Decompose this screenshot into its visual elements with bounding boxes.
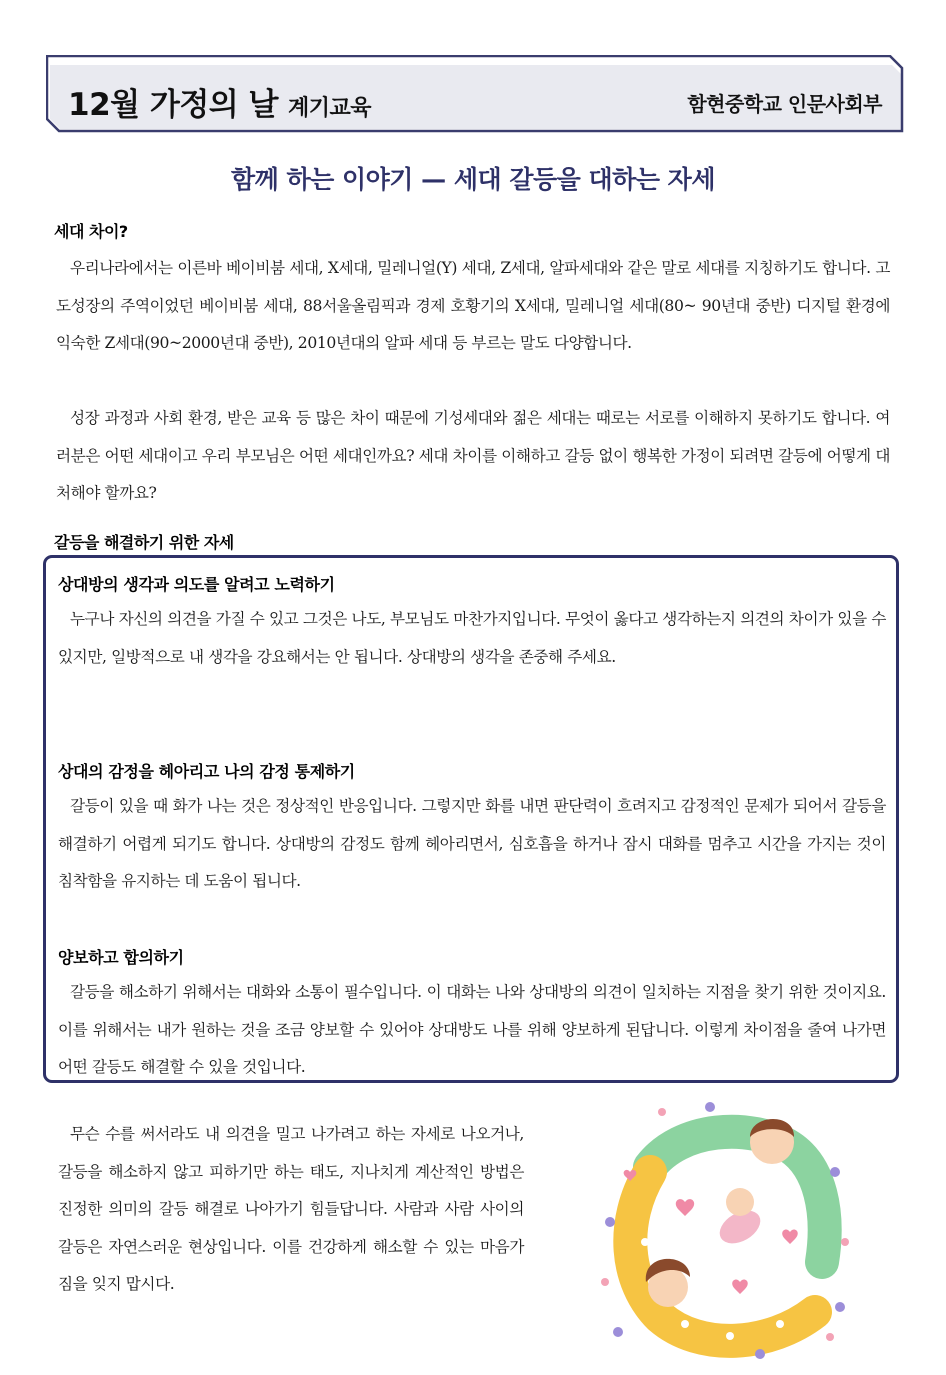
item-body-emotions: 갈등이 있을 때 화가 나는 것은 정상적인 반응입니다. 그렇지만 화를 내면 판단력이 흐려지고 감정적인 문제가 되어서 갈등을 해결하기 어렵게 되기도 합니다. 상대방의 감정도 함께 헤아리면서, 심호흡을 하거나 잠시 대화를 멈추고 시간을 가지는 것이 침착함을 유지하는 데 도움이 됩니다.: [58, 797, 886, 890]
item-title-emotions: 상대의 감정을 헤아리고 나의 감정 통제하기: [58, 762, 355, 781]
title-text: 12월 가정의 날: [68, 87, 278, 123]
headline: 함께 하는 이야기 — 세대 갈등을 대하는 자세: [231, 165, 715, 194]
paragraph-generations: 우리나라에서는 이른바 베이비붐 세대, X세대, 밀레니얼(Y) 세대, Z세대, 알파세대와 같은 말로 세대를 지칭하기도 합니다. 고도성장의 주역이었던 베이비붐 세대, 88서울올림픽과 경제 호황기의 X세대, 밀레니얼 세대(80~ 90년대 중반) 디지털 환경에 익숙한 Z세대(90~2000년대 중반), 2010년대의 알파 세대 등 부르는 말도 다양합니다.: [56, 259, 890, 352]
page-title: [68, 79, 371, 124]
item-title-compromise: 양보하고 합의하기: [58, 948, 184, 967]
header-box: [46, 55, 906, 133]
family-illustration-svg: [590, 1092, 852, 1362]
section-heading-resolution: 갈등을 해결하기 위한 자세: [54, 533, 234, 552]
paragraph-differences: 성장 과정과 사회 환경, 받은 교육 등 많은 차이 때문에 기성세대와 젊은 세대는 때로는 서로를 이해하지 못하기도 합니다. 여러분은 어떤 세대이고 우리 부모님은 어떤 세대인까요? 세대 차이를 이해하고 갈등 없이 행복한 가정이 되려면 갈등에 어떻게 대처해야 할까요?: [56, 409, 890, 502]
school-name: 함현중학교 인문사회부: [687, 92, 882, 116]
family-circle-illustration: [590, 1092, 852, 1362]
section-heading-generation-gap: 세대 차이?: [54, 222, 128, 241]
title-subtitle: 계기교육: [287, 96, 371, 121]
item-body-compromise: 갈등을 해소하기 위해서는 대화와 소통이 필수입니다. 이 대화는 나와 상대방의 의견이 일치하는 지점을 찾기 위한 것이지요. 이를 위해서는 내가 원하는 것을 조금 양보할 수 있어야 상대방도 나를 위해 양보하게 된답니다. 이렇게 차이점을 줄여 나가면 어떤 갈등도 해결할 수 있을 것입니다.: [58, 983, 886, 1076]
item-title-understand: 상대방의 생각과 의도를 알려고 노력하기: [58, 575, 335, 594]
baby-head: [726, 1188, 754, 1216]
mother-arm-shape: [630, 1172, 815, 1341]
closing-paragraph: 무슨 수를 써서라도 내 의견을 밀고 나가려고 하는 자세로 나오거나, 갈등을 해소하지 않고 피하기만 하는 태도, 지나치게 계산적인 방법은 진정한 의미의 갈등 해결로 나아가기 힘들답니다. 사람과 사람 사이의 갈등은 자연스러운 현상입니다. 이를 건강하게 해소할 수 있는 마음가짐을 잊지 맙시다.: [58, 1125, 524, 1293]
item-body-understand: 누구나 자신의 의견을 가질 수 있고 그것은 나도, 부모님도 마찬가지입니다. 무엇이 옳다고 생각하는지 의견의 차이가 있을 수 있지만, 일방적으로 내 생각을 강요해서는 안 됩니다. 상대방의 생각을 존중해 주세요.: [58, 610, 886, 666]
